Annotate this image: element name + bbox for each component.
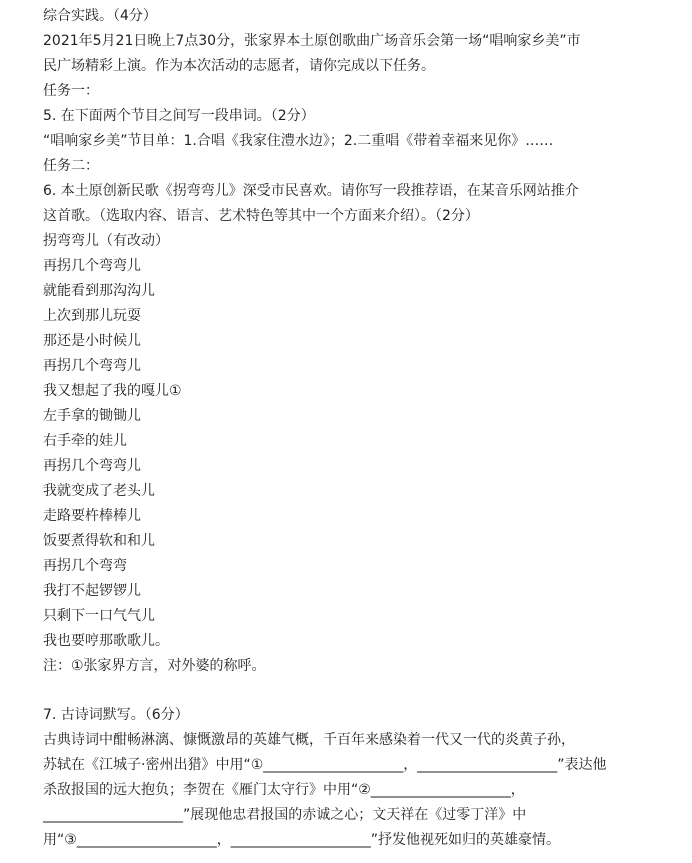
question-text: 7. 古诗词默写。（6分） [43, 707, 189, 723]
program-list: “唱响家乡美”节目单：1.合唱《我家住澧水边》；2.二重唱《带着幸福来见你》…… [43, 133, 554, 149]
intro-text: 2021年5月21日晚上7点30分，张家界本土原创歌曲广场音乐会第一场“唱响家乡美”市 [43, 33, 581, 49]
poem-line: 走路要杵棒棒儿 [43, 508, 141, 524]
poem-line: 我打不起锣锣儿 [43, 583, 141, 599]
footnote: 注：①张家界方言，对外婆的称呼。 [43, 658, 266, 674]
section-heading: 综合实践。（4分） [43, 8, 157, 24]
poem-line: 上次到那儿玩耍 [43, 308, 141, 324]
poem-line: 再拐几个弯弯儿 [43, 358, 141, 374]
poem-line: 再拐几个弯弯儿 [43, 258, 141, 274]
task-label: 任务一： [43, 83, 99, 99]
fill-in-line: 用“③____________________，____________________”抒发他视死如归的英雄豪情。 [43, 832, 561, 848]
poem-line: 就能看到那沟沟儿 [43, 283, 155, 299]
fill-in-line: 苏轼在《江城子·密州出猎》中用“①____________________，____________________”表达他 [43, 757, 607, 773]
intro-text: 民广场精彩上演。作为本次活动的志愿者，请你完成以下任务。 [43, 58, 435, 74]
poem-line: 那还是小时候儿 [43, 333, 141, 349]
poem-line: 我又想起了我的嘎儿① [43, 383, 182, 399]
fill-in-line: 古典诗词中酣畅淋漓、慷慨激昂的英雄气概，千百年来感染着一代又一代的炎黄子孙， [43, 732, 575, 748]
poem-line: 左手拿的锄锄儿 [43, 408, 141, 424]
fill-in-line: ____________________”展现他忠君报国的赤诚之心；文天祥在《过零丁洋》中 [43, 807, 527, 823]
poem-line: 饭要煮得软和和儿 [43, 533, 155, 549]
poem-line: 我也要哼那歌歌儿。 [43, 633, 169, 649]
spacer [43, 679, 676, 703]
task-label: 任务二： [43, 158, 99, 174]
fill-in-line: 杀敌报国的远大抱负；李贺在《雁门太守行》中用“②____________________， [43, 782, 525, 798]
question-text: 5. 在下面两个节目之间写一段串词。（2分） [43, 108, 315, 124]
poem-line: 只剩下一口气气儿 [43, 608, 155, 624]
poem-line: 再拐几个弯弯儿 [43, 458, 141, 474]
question-text: 6. 本土原创新民歌《拐弯弯儿》深受市民喜欢。请你写一段推荐语，在某音乐网站推介 [43, 183, 579, 199]
poem-title: 拐弯弯儿（有改动） [43, 233, 169, 249]
poem-line: 我就变成了老头儿 [43, 483, 155, 499]
poem-line: 右手牵的娃儿 [43, 433, 127, 449]
question-text: 这首歌。（选取内容、语言、艺术特色等其中一个方面来介绍）。（2分） [43, 208, 479, 224]
poem-line: 再拐几个弯弯 [43, 558, 127, 574]
